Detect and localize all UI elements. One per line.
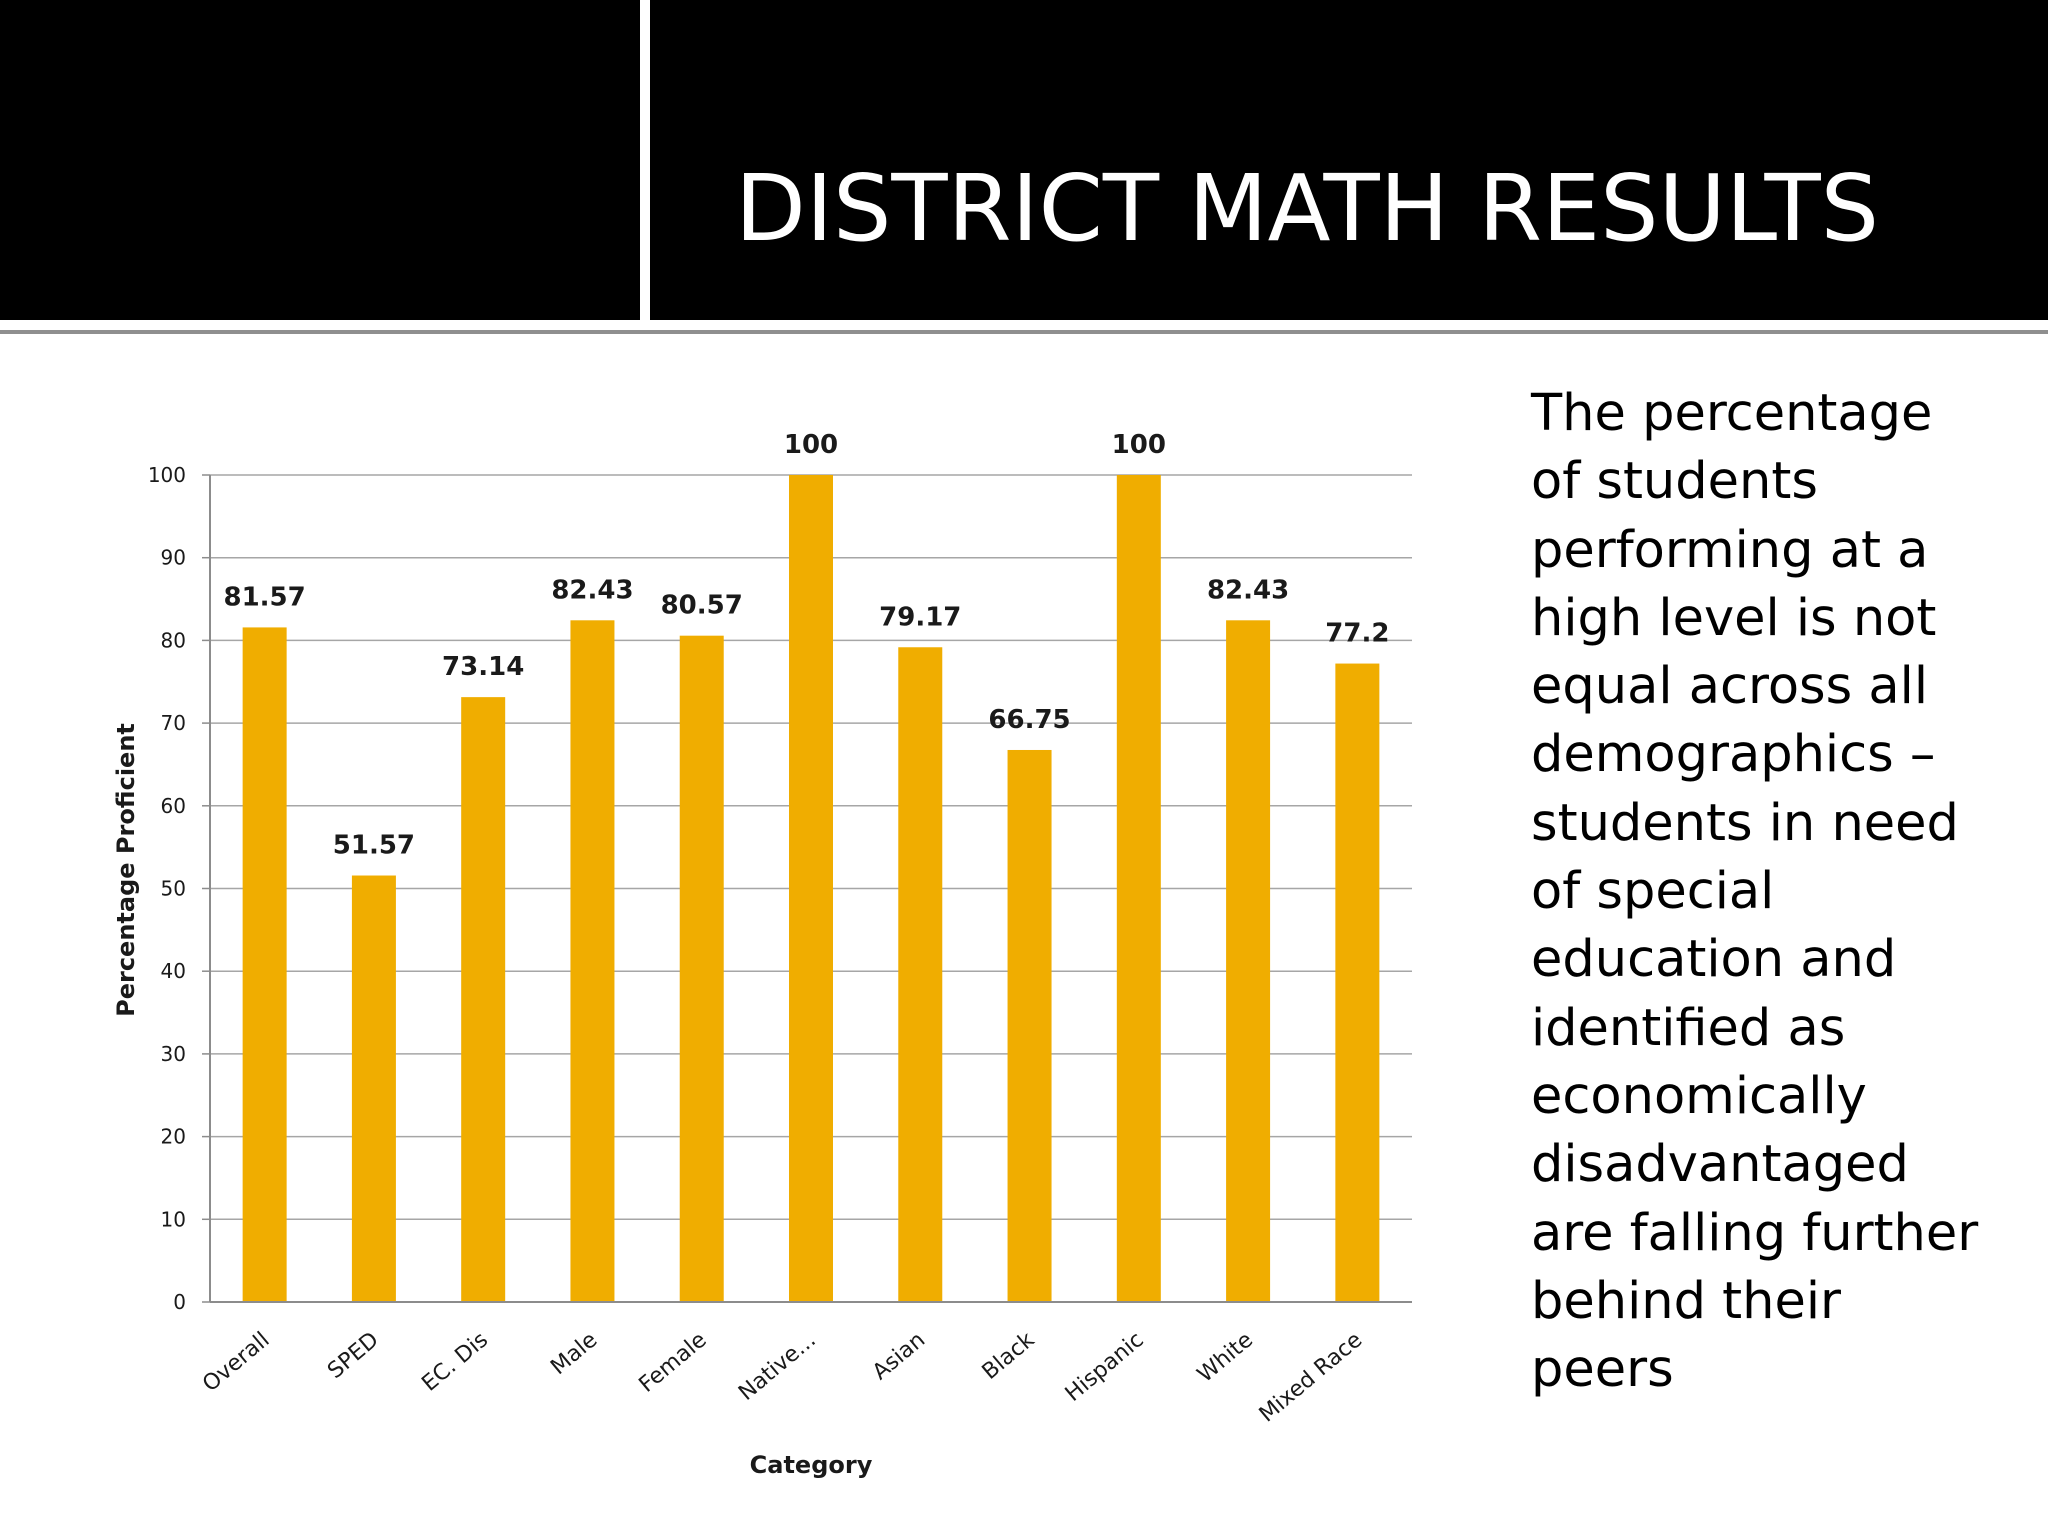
data-label: 79.17: [879, 602, 962, 633]
data-label: 77.2: [1325, 618, 1390, 649]
y-tick-label: 20: [160, 1124, 186, 1149]
x-tick-label: EC. Dis: [417, 1327, 494, 1397]
y-tick-label: 80: [160, 628, 186, 653]
bar: [352, 876, 396, 1302]
x-tick-label: SPED: [323, 1327, 384, 1384]
x-tick-label: Female: [634, 1327, 712, 1398]
x-tick-label: Male: [546, 1327, 603, 1381]
y-tick-label: 60: [160, 793, 186, 818]
body-line: are falling further: [1531, 1203, 1979, 1263]
body-line: high level is not: [1531, 588, 1937, 648]
x-tick-label: White: [1192, 1327, 1258, 1388]
y-tick-label: 30: [160, 1041, 186, 1066]
body-line: of special: [1531, 862, 1775, 922]
body-line: demographics –: [1531, 725, 1936, 785]
x-tick-label: Overall: [198, 1327, 275, 1398]
bar: [461, 697, 505, 1302]
body-line: peers: [1531, 1340, 1674, 1400]
data-label: 80.57: [660, 590, 743, 621]
body-line: students in need: [1531, 793, 1959, 853]
x-axis-title: Category: [749, 1451, 873, 1479]
data-label: 66.75: [988, 704, 1071, 735]
body-line: behind their: [1531, 1271, 1841, 1331]
data-label: 100: [783, 430, 839, 460]
body-line: identified as: [1531, 998, 1846, 1058]
data-label: 81.57: [223, 582, 306, 613]
data-label: 82.43: [551, 575, 634, 606]
explanation-text: [1531, 380, 2001, 1404]
y-tick-label: 70: [160, 711, 186, 736]
y-tick-label: 40: [160, 959, 186, 984]
x-tick-label: Black: [977, 1327, 1040, 1385]
data-label: 100: [1111, 430, 1166, 460]
y-tick-label: 0: [173, 1290, 186, 1314]
y-tick-labels: [148, 463, 210, 1314]
bar: [1008, 750, 1052, 1302]
bar: [680, 636, 724, 1302]
bar: [1117, 475, 1161, 1302]
slide-title: DISTRICT MATH RESULTS: [735, 155, 1880, 262]
bar: [243, 627, 287, 1302]
data-label: 73.14: [442, 652, 525, 683]
y-tick-label: 50: [160, 876, 186, 901]
x-tick-labels: [198, 1327, 1367, 1427]
data-label: 51.57: [332, 830, 416, 861]
body-line: disadvantaged: [1531, 1135, 1909, 1195]
x-tick-label: Mixed Race: [1254, 1327, 1368, 1428]
body-line: equal across all: [1531, 657, 1928, 717]
bar: [570, 620, 614, 1302]
body-line: performing at a: [1531, 520, 1929, 580]
body-line: economically: [1531, 1066, 1867, 1126]
bar: [1335, 664, 1379, 1302]
bar: [1226, 620, 1270, 1302]
y-tick-label: 90: [160, 545, 186, 570]
data-label: 82.43: [1206, 575, 1290, 606]
body-line: of students: [1531, 452, 1818, 512]
x-tick-label: Native...: [734, 1327, 821, 1406]
body-line: The percentage: [1531, 384, 1933, 443]
body-line: education and: [1531, 930, 1897, 990]
y-tick-label: 100: [147, 463, 186, 487]
bar: [898, 647, 942, 1302]
x-tick-label: Hispanic: [1060, 1327, 1149, 1407]
x-tick-label: Asian: [868, 1327, 931, 1386]
y-tick-label: 10: [160, 1207, 186, 1232]
y-axis-title: Percentage Proficient: [112, 723, 140, 1017]
bar: [789, 475, 833, 1302]
